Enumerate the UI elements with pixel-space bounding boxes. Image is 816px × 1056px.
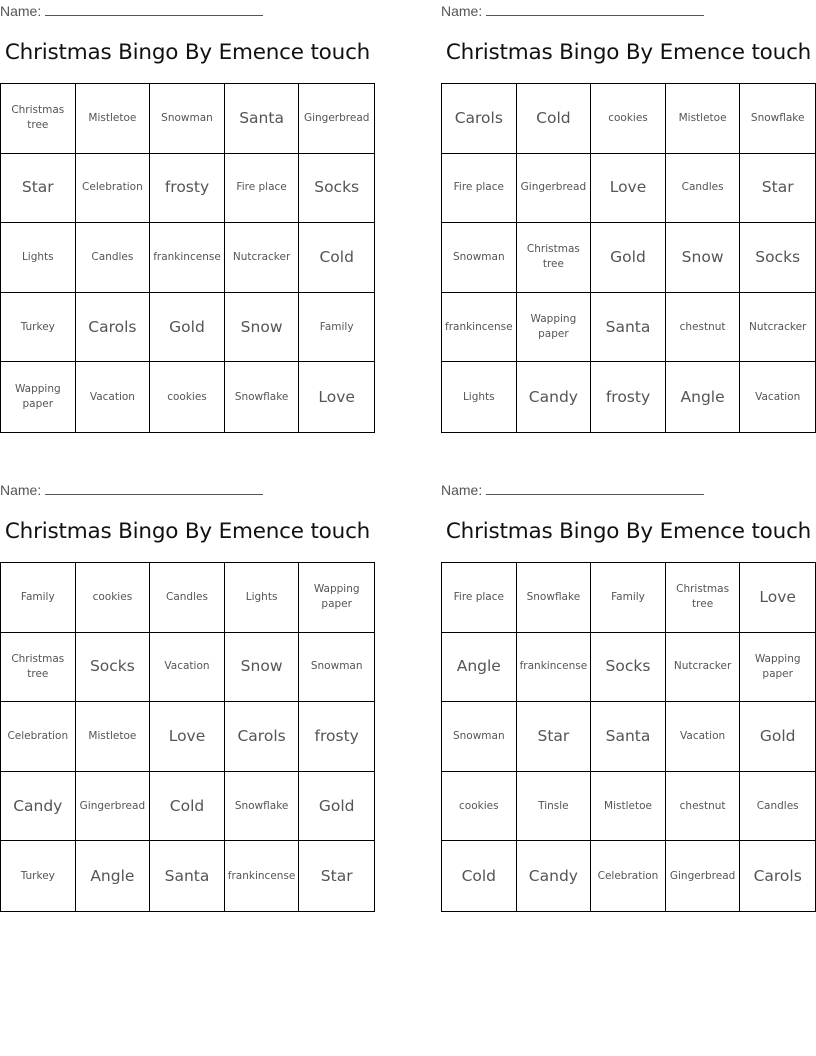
bingo-cell <box>76 223 151 293</box>
bingo-cell-text: Angle <box>680 387 725 406</box>
bingo-cell <box>76 841 151 911</box>
bingo-cell-text: Snowflake <box>234 799 289 812</box>
bingo-cell <box>299 841 374 911</box>
bingo-cell-text: Love <box>318 387 355 406</box>
bingo-cell-text: Carols <box>454 108 503 127</box>
bingo-cell-text: Santa <box>605 317 651 336</box>
bingo-cell <box>150 154 225 224</box>
bingo-cell <box>740 702 815 772</box>
bingo-cell <box>740 772 815 842</box>
bingo-cell <box>591 841 666 911</box>
bingo-cell-text: Snowman <box>452 250 505 263</box>
bingo-grid <box>441 83 816 433</box>
bingo-cell-text: Christmas tree <box>676 583 730 611</box>
bingo-cell <box>225 154 300 224</box>
name-field <box>0 3 263 19</box>
name-label: Name: <box>0 482 42 498</box>
bingo-cell <box>1 154 76 224</box>
bingo-cell-text: Gold <box>610 247 646 266</box>
name-label: Name: <box>441 3 483 19</box>
bingo-cell-text: Vacation <box>89 390 135 403</box>
bingo-cell <box>591 702 666 772</box>
bingo-cell <box>740 223 815 293</box>
bingo-cell <box>1 772 76 842</box>
bingo-cell <box>150 841 225 911</box>
name-blank-line <box>486 3 704 16</box>
bingo-cell-text: Candles <box>756 799 799 812</box>
bingo-cell <box>591 84 666 154</box>
bingo-cell <box>517 772 592 842</box>
bingo-cell-text: Christmas tree <box>526 243 580 271</box>
bingo-cell-text: Carols <box>237 726 286 745</box>
bingo-cell <box>517 293 592 363</box>
bingo-cell-text: Gingerbread <box>520 181 587 194</box>
bingo-cell <box>150 84 225 154</box>
bingo-cell-text: cookies <box>459 799 499 812</box>
bingo-cell <box>150 563 225 633</box>
bingo-cell-text: Family <box>20 590 55 603</box>
bingo-cell-text: Wapping paper <box>530 313 577 341</box>
bingo-cell-text: Star <box>21 178 54 197</box>
bingo-cell <box>76 633 151 703</box>
bingo-cell-text: Mistletoe <box>678 111 727 124</box>
bingo-cell-text: Fire place <box>453 590 504 603</box>
bingo-cell <box>591 633 666 703</box>
bingo-cell <box>740 841 815 911</box>
bingo-cell <box>666 223 741 293</box>
bingo-cell-text: Turkey <box>20 869 55 882</box>
bingo-cell <box>517 702 592 772</box>
bingo-cell-text: Star <box>320 866 353 885</box>
bingo-cell-text: Nutcracker <box>232 250 291 263</box>
bingo-cell-text: Santa <box>605 726 651 745</box>
bingo-cell <box>299 633 374 703</box>
bingo-cell-text: Nutcracker <box>748 320 807 333</box>
bingo-cell <box>76 702 151 772</box>
bingo-cell <box>225 293 300 363</box>
bingo-cell-text: Star <box>761 178 794 197</box>
bingo-cell <box>442 702 517 772</box>
bingo-cell-text: Carols <box>88 317 137 336</box>
bingo-cell-text: Gingerbread <box>79 799 146 812</box>
card-title: Christmas Bingo By Emence touch <box>4 40 371 65</box>
bingo-cell-text: Nutcracker <box>673 660 732 673</box>
bingo-cell <box>150 223 225 293</box>
bingo-cell-text: cookies <box>92 590 133 603</box>
bingo-cell-text: cookies <box>608 111 648 124</box>
bingo-cell <box>1 362 76 432</box>
bingo-cell <box>76 563 151 633</box>
name-label: Name: <box>0 3 42 19</box>
bingo-cell <box>76 84 151 154</box>
bingo-cell <box>591 772 666 842</box>
bingo-cell-text: Wapping paper <box>14 383 61 411</box>
bingo-cell <box>591 223 666 293</box>
bingo-cell <box>76 772 151 842</box>
bingo-cell-text: Gold <box>318 796 355 815</box>
bingo-cell-text: chestnut <box>679 320 726 333</box>
bingo-cell-text: Vacation <box>755 390 801 403</box>
bingo-grid <box>441 562 816 912</box>
bingo-cell <box>442 223 517 293</box>
bingo-cell-text: Socks <box>605 657 651 676</box>
bingo-cell <box>591 362 666 432</box>
bingo-cell <box>76 154 151 224</box>
bingo-cell-text: Fire place <box>236 181 287 194</box>
bingo-cell-text: Love <box>759 587 796 606</box>
bingo-cell-text: frankincense <box>445 320 513 333</box>
bingo-grid <box>0 83 375 433</box>
bingo-cell <box>225 362 300 432</box>
bingo-cell-text: Cold <box>319 247 354 266</box>
bingo-cell-text: frosty <box>314 726 359 745</box>
bingo-cell-text: cookies <box>167 390 207 403</box>
bingo-cell <box>591 563 666 633</box>
bingo-cell <box>666 84 741 154</box>
bingo-cell <box>591 154 666 224</box>
bingo-grid <box>0 562 375 912</box>
bingo-cell-text: frankincense <box>153 250 221 263</box>
bingo-cell <box>1 84 76 154</box>
name-blank-line <box>486 482 704 495</box>
bingo-cell-text: Socks <box>755 247 801 266</box>
bingo-cell <box>150 293 225 363</box>
bingo-cell-text: Snowflake <box>750 111 805 124</box>
bingo-cell <box>299 223 374 293</box>
bingo-cell <box>740 633 815 703</box>
bingo-cell-text: Snow <box>681 247 724 266</box>
bingo-cell <box>225 772 300 842</box>
bingo-cell-text: Tinsle <box>538 799 569 812</box>
bingo-cell-text: frankincense <box>519 660 588 673</box>
bingo-cell <box>1 841 76 911</box>
bingo-cell-text: Family <box>611 590 645 603</box>
bingo-cell <box>1 702 76 772</box>
bingo-cell-text: Cold <box>536 108 571 127</box>
bingo-cell <box>740 154 815 224</box>
bingo-cell <box>517 223 592 293</box>
bingo-cell-text: Love <box>609 178 647 197</box>
bingo-cell <box>225 84 300 154</box>
card-title: Christmas Bingo By Emence touch <box>445 40 812 65</box>
bingo-cell-text: Wapping paper <box>754 652 801 680</box>
bingo-cell <box>517 84 592 154</box>
bingo-cell-text: Gingerbread <box>303 111 370 124</box>
bingo-cell <box>1 223 76 293</box>
bingo-cell-text: Mistletoe <box>604 799 652 812</box>
bingo-cell <box>666 154 741 224</box>
bingo-cell-text: Candy <box>13 796 63 815</box>
bingo-cell-text: frosty <box>164 178 210 197</box>
bingo-cell <box>225 702 300 772</box>
bingo-cell <box>666 702 741 772</box>
bingo-cell <box>591 293 666 363</box>
bingo-cell <box>299 293 374 363</box>
bingo-cell-text: Vacation <box>680 729 726 742</box>
bingo-cell-text: Turkey <box>20 320 55 333</box>
bingo-cell <box>442 154 517 224</box>
bingo-cell-text: Lights <box>462 390 495 403</box>
bingo-cell-text: Cold <box>169 796 205 815</box>
bingo-cell-text: Fire place <box>453 181 504 194</box>
bingo-cell <box>299 362 374 432</box>
bingo-cell-text: Snowman <box>310 660 363 673</box>
bingo-cell-text: Candles <box>91 250 134 263</box>
bingo-cell <box>740 84 815 154</box>
bingo-cell-text: Snow <box>240 657 283 676</box>
bingo-cell-text: Angle <box>456 657 501 676</box>
bingo-cell <box>740 293 815 363</box>
bingo-cell <box>442 563 517 633</box>
bingo-cell <box>666 563 741 633</box>
bingo-cell-text: Mistletoe <box>88 729 137 742</box>
bingo-cell-text: frankincense <box>227 869 296 882</box>
bingo-cell <box>299 702 374 772</box>
bingo-cell <box>666 293 741 363</box>
bingo-cell <box>517 154 592 224</box>
bingo-cell <box>442 841 517 911</box>
bingo-cell-text: Gold <box>169 317 205 336</box>
bingo-cell-text: Socks <box>314 178 360 197</box>
name-field <box>441 482 704 498</box>
bingo-cell-text: Snowman <box>161 111 213 124</box>
bingo-cell-text: Angle <box>90 866 135 885</box>
bingo-cell-text: chestnut <box>679 799 726 812</box>
bingo-cell <box>442 84 517 154</box>
bingo-cell-text: Family <box>319 320 354 333</box>
bingo-cell <box>225 563 300 633</box>
card-title: Christmas Bingo By Emence touch <box>445 519 812 544</box>
bingo-cell <box>76 362 151 432</box>
name-blank-line <box>45 3 263 16</box>
bingo-cell-text: Candy <box>528 866 578 885</box>
bingo-cell <box>442 633 517 703</box>
bingo-cell-text: frosty <box>605 387 651 406</box>
bingo-cell-text: Socks <box>89 657 135 676</box>
bingo-cell <box>299 84 374 154</box>
name-label: Name: <box>441 482 483 498</box>
bingo-cell-text: Celebration <box>82 181 143 194</box>
bingo-cell-text: Snowflake <box>234 390 289 403</box>
bingo-cell <box>517 841 592 911</box>
bingo-cell-text: Santa <box>164 866 210 885</box>
bingo-cell <box>740 362 815 432</box>
bingo-cell-text: Santa <box>239 108 284 127</box>
bingo-cell <box>76 293 151 363</box>
bingo-cell-text: Celebration <box>597 869 659 882</box>
bingo-cell <box>442 772 517 842</box>
bingo-cell <box>666 841 741 911</box>
bingo-cell-text: Snow <box>240 317 283 336</box>
bingo-cell <box>666 633 741 703</box>
bingo-cell <box>1 293 76 363</box>
bingo-cell-text: Gold <box>759 726 796 745</box>
bingo-cell <box>517 563 592 633</box>
name-blank-line <box>45 482 263 495</box>
bingo-cell-text: Snowflake <box>526 590 581 603</box>
bingo-cell-text: Mistletoe <box>88 111 137 124</box>
bingo-cell <box>740 563 815 633</box>
bingo-cell-text: Christmas tree <box>11 104 65 132</box>
bingo-cell-text: Celebration <box>7 729 69 742</box>
bingo-cell <box>666 772 741 842</box>
bingo-cell-text: Candy <box>528 387 578 406</box>
bingo-cell <box>666 362 741 432</box>
bingo-cell-text: Star <box>537 726 570 745</box>
bingo-cell <box>1 633 76 703</box>
bingo-cell-text: Gingerbread <box>669 869 736 882</box>
bingo-cell-text: Candles <box>681 181 724 194</box>
bingo-cell <box>442 293 517 363</box>
bingo-cell <box>225 223 300 293</box>
bingo-cell-text: Carols <box>753 866 802 885</box>
bingo-cell <box>225 841 300 911</box>
bingo-cell <box>150 702 225 772</box>
bingo-cell-text: Christmas tree <box>11 652 65 680</box>
card-title: Christmas Bingo By Emence touch <box>4 519 371 544</box>
name-field <box>441 3 704 19</box>
bingo-cell-text: Candles <box>166 590 208 603</box>
bingo-cell-text: Lights <box>21 250 54 263</box>
bingo-cell <box>150 633 225 703</box>
bingo-cell <box>150 362 225 432</box>
bingo-cell-text: Vacation <box>164 660 210 673</box>
bingo-cell-text: Lights <box>245 590 278 603</box>
bingo-cell <box>299 772 374 842</box>
bingo-cell <box>299 563 374 633</box>
bingo-cell <box>442 362 517 432</box>
bingo-cell <box>299 154 374 224</box>
bingo-cell <box>517 633 592 703</box>
bingo-cell-text: Cold <box>461 866 497 885</box>
name-field <box>0 482 263 498</box>
bingo-cell <box>150 772 225 842</box>
bingo-cell-text: Snowman <box>452 729 505 742</box>
bingo-cell-text: Wapping paper <box>313 583 360 611</box>
bingo-cell <box>1 563 76 633</box>
bingo-cell <box>225 633 300 703</box>
bingo-cell <box>517 362 592 432</box>
bingo-cell-text: Love <box>168 726 206 745</box>
